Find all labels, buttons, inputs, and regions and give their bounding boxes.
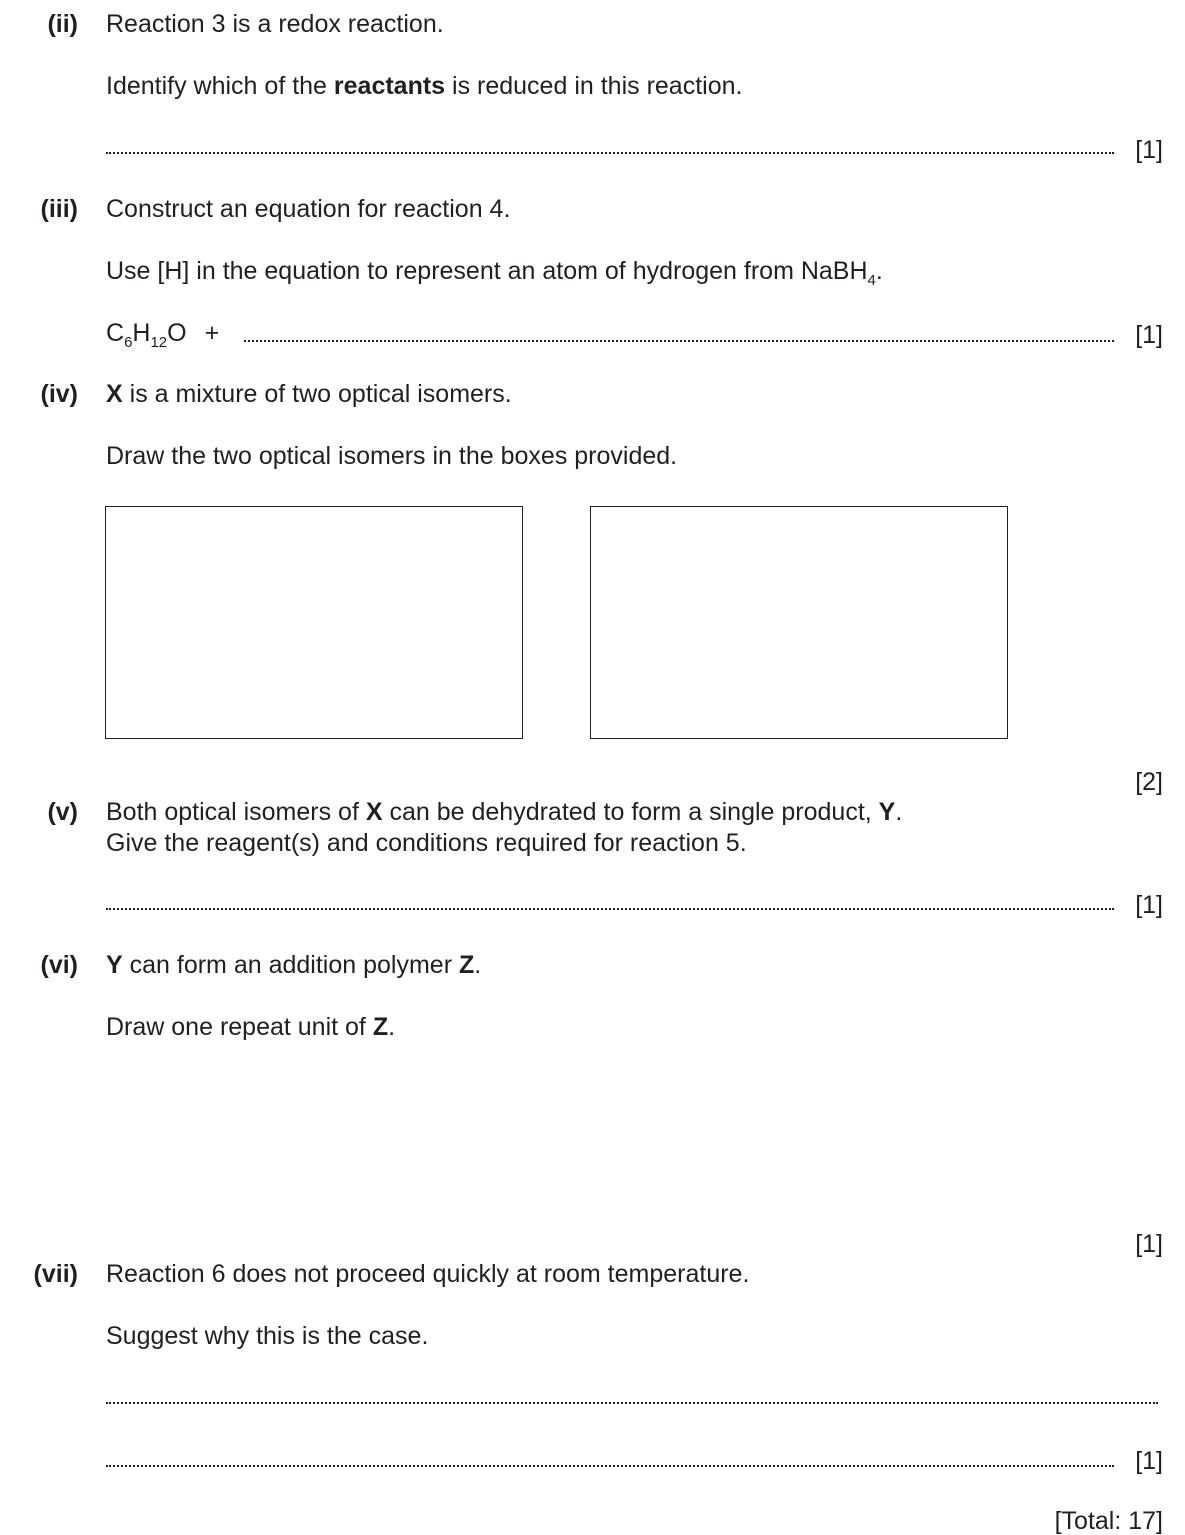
question-v-statement-post: . xyxy=(895,798,903,826)
question-vi-prompt-post: . xyxy=(388,1013,396,1041)
question-v-statement-pre: Both optical isomers of xyxy=(106,798,366,826)
question-vi-statement xyxy=(106,953,481,978)
mark-iii: [1] xyxy=(1135,321,1163,349)
question-iii-prompt-pre: Use [H] in the equation to represent an atom of hydrogen from NaBH xyxy=(106,257,868,285)
question-ii-prompt-pre: Identify which of the xyxy=(106,72,334,100)
question-vi-statement-post: . xyxy=(474,951,482,979)
equation-h-sub: 12 xyxy=(150,334,168,351)
equation-plus: + xyxy=(204,319,220,347)
question-ii-prompt-post: is reduced in this reaction. xyxy=(445,72,743,100)
question-iii-prompt-post: . xyxy=(875,257,883,285)
question-ii-statement: Reaction 3 is a redox reaction. xyxy=(106,10,444,38)
question-vii-statement: Reaction 6 does not proceed quickly at room temperature. xyxy=(106,1260,750,1288)
question-vi-statement-mid: can form an addition polymer xyxy=(122,951,459,979)
question-vii-prompt: Suggest why this is the case. xyxy=(106,1322,429,1350)
mark-v: [1] xyxy=(1135,891,1163,919)
question-vi-prompt xyxy=(106,1015,395,1040)
question-vi-bold-z: Z xyxy=(458,951,475,979)
answer-line-vii-1[interactable] xyxy=(106,1402,1158,1404)
question-iv-statement-post: is a mixture of two optical isomers. xyxy=(122,380,512,408)
equation-c-sub: 6 xyxy=(124,334,133,351)
answer-line-ii[interactable] xyxy=(106,152,1114,154)
repeat-unit-drawing-area[interactable] xyxy=(106,1060,1114,1220)
question-iv-bold-x: X xyxy=(106,380,123,408)
question-number-ii: (ii) xyxy=(47,10,78,38)
question-v-prompt: Give the reagent(s) and conditions required for reaction 5. xyxy=(106,829,747,857)
mark-vi: [1] xyxy=(1135,1230,1163,1258)
answer-line-v[interactable] xyxy=(106,908,1114,910)
question-number-vii: (vii) xyxy=(33,1260,78,1288)
question-number-iv: (iv) xyxy=(40,380,78,408)
equation-c: C xyxy=(106,319,125,347)
equation-o: O xyxy=(167,319,187,347)
question-vi-prompt-pre: Draw one repeat unit of xyxy=(106,1013,373,1041)
answer-line-vii-2[interactable] xyxy=(106,1465,1114,1467)
question-ii-prompt-bold: reactants xyxy=(333,72,446,100)
question-iii-prompt-sub: 4 xyxy=(867,272,876,289)
total-marks: [Total: 17] xyxy=(1054,1507,1163,1535)
equation-h: H xyxy=(132,319,151,347)
question-iii-prompt xyxy=(106,257,883,289)
question-iv-prompt: Draw the two optical isomers in the boxes provided. xyxy=(106,442,678,470)
mark-vii: [1] xyxy=(1135,1447,1163,1475)
question-number-v: (v) xyxy=(47,798,78,826)
mark-ii: [1] xyxy=(1135,136,1163,164)
isomer-box-1[interactable] xyxy=(105,506,523,739)
question-vi-prompt-bold-z: Z xyxy=(372,1013,389,1041)
question-iii-statement: Construct an equation for reaction 4. xyxy=(106,195,511,223)
question-v-bold-y: Y xyxy=(878,798,896,826)
question-iv-statement xyxy=(106,382,512,407)
question-v-statement xyxy=(106,800,902,825)
mark-iv: [2] xyxy=(1135,768,1163,796)
question-v-statement-mid: can be dehydrated to form a single product, xyxy=(382,798,879,826)
equation-start xyxy=(106,319,220,351)
isomer-box-2[interactable] xyxy=(590,506,1008,739)
question-number-iii: (iii) xyxy=(40,195,78,223)
question-number-vi: (vi) xyxy=(40,951,78,979)
question-vi-bold-y: Y xyxy=(106,951,123,979)
answer-line-iii[interactable] xyxy=(244,340,1114,342)
question-v-bold-x: X xyxy=(365,798,383,826)
question-ii-prompt xyxy=(106,74,742,99)
